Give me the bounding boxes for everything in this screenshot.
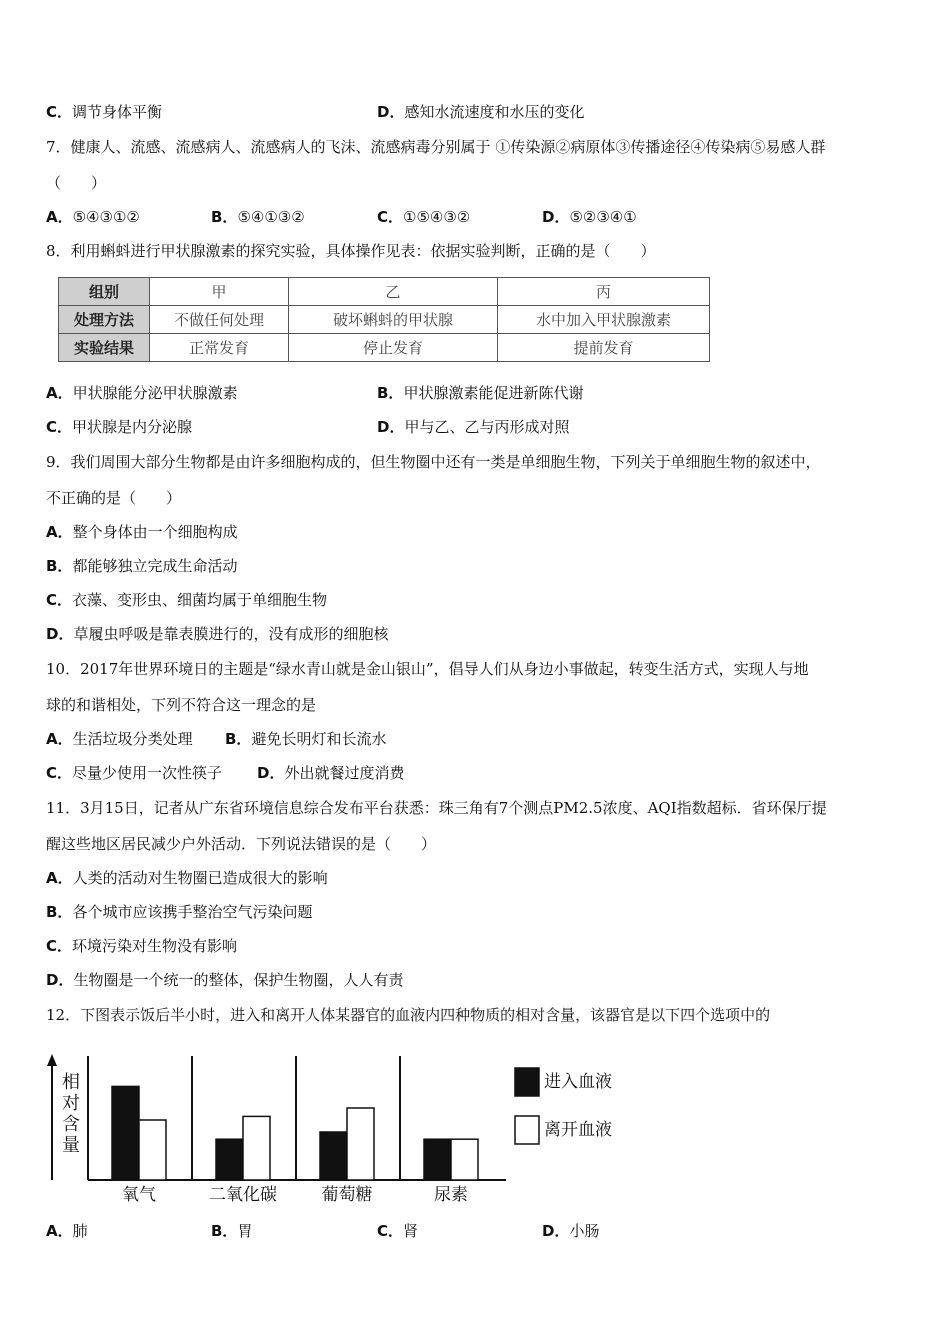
q11-stem-line2: 醒这些地区居民减少户外活动．下列说法错误的是（ ）: [46, 835, 437, 853]
q12-option-a: A．肺: [46, 1222, 88, 1240]
q11-option-c: C．环境污染对生物没有影响: [46, 937, 238, 955]
category-label: 二氧化碳: [209, 1185, 277, 1205]
q7-stem-line2: （ ）: [46, 174, 107, 192]
q8-option-d: D．甲与乙、乙与丙形成对照: [377, 418, 570, 436]
experiment-table: [58, 277, 710, 362]
q7-stem-line1: 7．健康人、流感、流感病人、流感病人的飞沫、流感病毒分别属于 ①传染源②病原体③传播途径④传染病⑤易感人群: [46, 138, 826, 156]
bar-in-0: [112, 1086, 139, 1180]
q12-option-b: B．胃: [211, 1222, 253, 1240]
q11-option-d: D．生物圈是一个统一的整体，保护生物圈，人人有责: [46, 971, 404, 989]
q12-option-d: D．小肠: [542, 1222, 600, 1240]
table-cell: 乙: [289, 278, 498, 306]
category-label: 葡萄糖: [321, 1185, 373, 1205]
q10-option-b: B．避免长明灯和长流水: [225, 730, 387, 748]
legend-swatch: [515, 1116, 539, 1144]
q9-option-c: C．衣藻、变形虫、细菌均属于单细胞生物: [46, 591, 328, 609]
table-row: [59, 278, 710, 306]
category-label: 尿素: [434, 1185, 468, 1205]
q10-stem-line2: 球的和谐相处，下列不符合这一理念的是: [46, 696, 317, 714]
table-cell: 甲: [150, 278, 289, 306]
chart-legend: [515, 1068, 612, 1144]
q10-option-a: A．生活垃圾分类处理: [46, 730, 193, 748]
bar-in-1: [216, 1139, 243, 1180]
table-cell: 停止发育: [289, 334, 498, 362]
q7-option-b: B．⑤④①③②: [211, 208, 305, 226]
bar-out-3: [451, 1139, 478, 1180]
q9-option-d: D．草履虫呼吸是靠表膜进行的，没有成形的细胞核: [46, 625, 389, 643]
bar-in-2: [320, 1132, 347, 1180]
y-axis-label: 相对含量: [62, 1072, 80, 1156]
q7-option-a: A．⑤④③①②: [46, 208, 140, 226]
bar-in-3: [424, 1139, 451, 1180]
q9-stem-line2: 不正确的是（ ）: [46, 489, 182, 507]
table-row-header: 实验结果: [59, 334, 150, 362]
table-cell: 水中加入甲状腺激素: [498, 306, 710, 334]
q9-option-b: B．都能够独立完成生命活动: [46, 557, 238, 575]
q8-option-c: C．甲状腺是内分泌腺: [46, 418, 193, 436]
legend-label: 离开血液: [544, 1120, 612, 1140]
bar-out-2: [347, 1108, 374, 1180]
q8-option-a: A．甲状腺能分泌甲状腺激素: [46, 384, 238, 402]
legend-label: 进入血液: [544, 1072, 612, 1092]
table-row: [59, 306, 710, 334]
q8-stem: 8．利用蝌蚪进行甲状腺激素的探究实验，具体操作见表：依据实验判断，正确的是（ ）: [46, 242, 656, 260]
bars-group: [88, 1056, 478, 1180]
blood-content-bar-chart: [44, 1046, 644, 1211]
table-cell: 正常发育: [150, 334, 289, 362]
q12-stem: 12．下图表示饭后半小时，进入和离开人体某器官的血液内四种物质的相对含量，该器官是以下四个选项中的: [46, 1006, 771, 1024]
q7-option-c: C．①⑤④③②: [377, 208, 471, 226]
q10-option-d: D．外出就餐过度消费: [257, 764, 405, 782]
q10-stem-line1: 10．2017年世界环境日的主题是“绿水青山就是金山银山”，倡导人们从身边小事做起，转变生活方式，实现人与地: [46, 660, 809, 678]
category-labels: [122, 1185, 468, 1205]
q11-stem-line1: 11．3月15日，记者从广东省环境信息综合发布平台获悉：珠三角有7个测点PM2.5浓度、AQI指数超标．省环保厅提: [46, 799, 827, 817]
q10-option-c: C．尽量少使用一次性筷子: [46, 764, 223, 782]
table-row-header: 组别: [59, 278, 150, 306]
table-cell: 丙: [498, 278, 710, 306]
q8-option-b: B．甲状腺激素能促进新陈代谢: [377, 384, 584, 402]
category-label: 氧气: [122, 1185, 156, 1205]
q7-option-d: D．⑤②③④①: [542, 208, 637, 226]
q12-option-c: C．肾: [377, 1222, 419, 1240]
table-cell: 破坏蝌蚪的甲状腺: [289, 306, 498, 334]
table-cell: 提前发育: [498, 334, 710, 362]
q11-option-a: A．人类的活动对生物圈已造成很大的影响: [46, 869, 328, 887]
table-cell: 不做任何处理: [150, 306, 289, 334]
q9-option-a: A．整个身体由一个细胞构成: [46, 523, 238, 541]
q11-option-b: B．各个城市应该携手整治空气污染问题: [46, 903, 313, 921]
bar-out-0: [139, 1120, 166, 1180]
table-row: [59, 334, 710, 362]
q9-stem-line1: 9．我们周围大部分生物都是由许多细胞构成的，但生物圈中还有一类是单细胞生物，下列关于单细胞生物的叙述中，: [46, 453, 821, 471]
prev-option-c: C．调节身体平衡: [46, 103, 163, 121]
table-row-header: 处理方法: [59, 306, 150, 334]
prev-option-d: D．感知水流速度和水压的变化: [377, 103, 585, 121]
y-axis-arrow-icon: [47, 1054, 57, 1066]
legend-swatch: [515, 1068, 539, 1096]
bar-out-1: [243, 1116, 270, 1180]
